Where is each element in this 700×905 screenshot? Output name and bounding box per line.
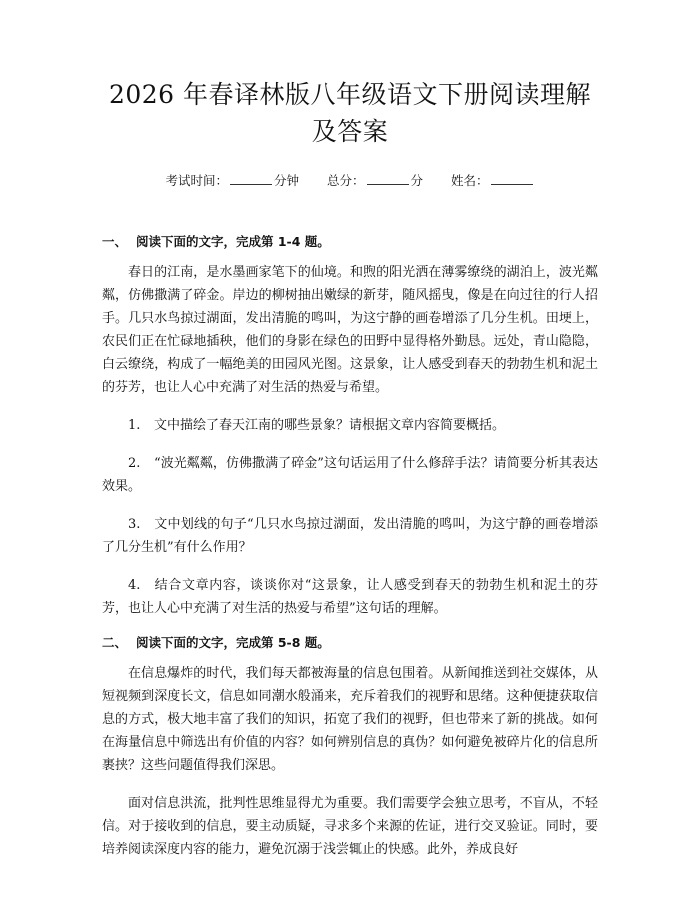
- question-number: 1.: [128, 418, 141, 433]
- question-item: [102, 452, 598, 498]
- total-score-label: 总分：: [326, 173, 365, 188]
- total-score-unit: 分: [410, 173, 424, 188]
- exam-time-field: [165, 172, 299, 190]
- student-name-label: 姓名：: [451, 173, 489, 188]
- question-text: 文中划线的句子“几只水鸟掠过湖面，发出清脆的鸣叫，为这宁静的画卷增添了几分生机”有什么作用？: [102, 517, 598, 555]
- total-score-field: [327, 172, 423, 190]
- question-text: 结合文章内容，谈谈你对“这景象，让人感受到春天的勃勃生机和泥土的芬芳，也让人心中充满了对生活的热爱与希望”这句话的理解。: [102, 578, 598, 616]
- exam-info-line: [102, 172, 598, 190]
- section-number: 一、: [102, 234, 128, 249]
- question-text: “波光粼粼，仿佛撒满了碎金”这句话运用了什么修辞手法？请简要分析其表达效果。: [102, 456, 598, 494]
- student-name-blank[interactable]: [491, 172, 533, 185]
- exam-time-label: 考试时间：: [165, 173, 228, 188]
- question-number: 3.: [128, 517, 141, 532]
- question-number: 2.: [128, 456, 141, 471]
- passage-paragraph: 春日的江南，是水墨画家笔下的仙境。和煦的阳光洒在薄雾缭绕的湖泊上，波光粼粼，仿佛撒满了碎金。岸边的柳树抽出嫩绿的新芽，随风摇曳，像是在向过往的行人招手。几只水鸟掠过湖面，发出清脆的鸣叫，为这宁静的画卷增添了几分生机。田埂上，农民们正在忙碌地插秧，他们的身影在绿色的田野中显得格外勤恳。远处，青山隐隐，白云缭绕，构成了一幅绝美的田园风光图。这景象，让人感受到春天的勃勃生机和泥土的芬芳，也让人心中充满了对生活的热爱与希望。: [102, 265, 598, 395]
- document-title: 2026 年春译林版八年级语文下册阅读理解及答案: [108, 80, 592, 146]
- question-item: [102, 414, 598, 437]
- passage-paragraph: 在信息爆炸的时代，我们每天都被海量的信息包围着。从新闻推送到社交媒体，从短视频到深度长文，信息如同潮水般涌来，充斥着我们的视野和思绪。这种便捷获取信息的方式，极大地丰富了我们的知识，拓宽了我们的视野，但也带来了新的挑战。如何在海量信息中筛选出有价值的内容？如何辨别信息的真伪？如何避免被碎片化的信息所裹挟？这些问题值得我们深思。: [102, 666, 598, 773]
- section-heading-text: 阅读下面的文字，完成第 1-4 题。: [136, 234, 330, 249]
- section-number: 二、: [102, 635, 128, 650]
- question-text: 文中描绘了春天江南的哪些景象？请根据文章内容简要概括。: [154, 418, 506, 433]
- total-score-blank[interactable]: [367, 172, 409, 185]
- question-item: [102, 574, 598, 620]
- section-heading: [102, 233, 598, 251]
- student-name-field: [451, 172, 535, 190]
- section-heading: [102, 634, 598, 652]
- section-heading-text: 阅读下面的文字，完成第 5-8 题。: [136, 635, 330, 650]
- question-item: [102, 513, 598, 559]
- exam-time-unit: 分钟: [273, 173, 299, 188]
- question-number: 4.: [128, 578, 141, 593]
- passage-paragraph: 面对信息洪流，批判性思维显得尤为重要。我们需要学会独立思考，不盲从，不轻信。对于接收到的信息，要主动质疑，寻求多个来源的佐证，进行交叉验证。同时，要培养阅读深度内容的能力，避免沉溺于浅尝辄止的快感。此外，养成良好: [102, 796, 598, 857]
- exam-time-blank[interactable]: [230, 172, 272, 185]
